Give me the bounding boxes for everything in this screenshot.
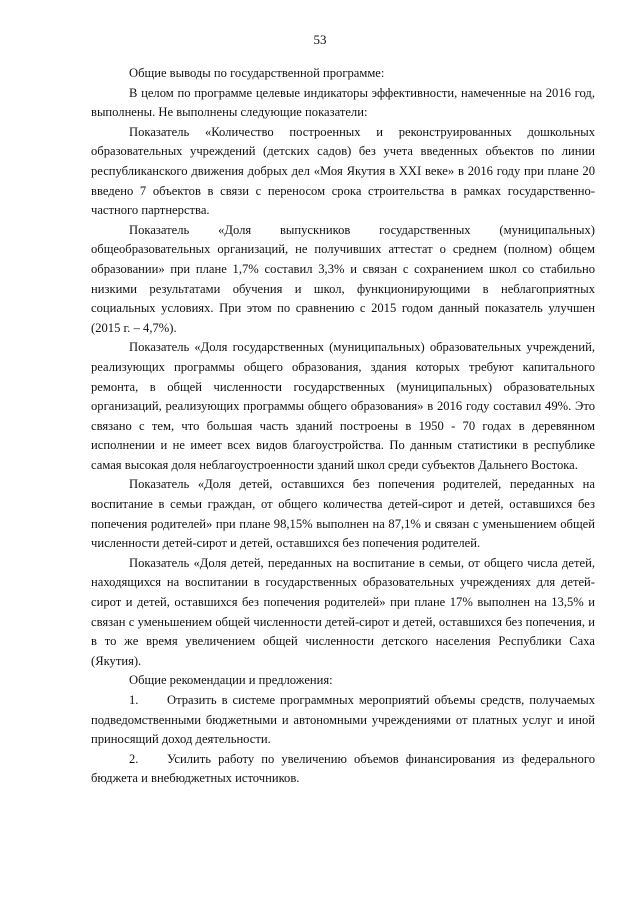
paragraph-indicator-foster-families: Показатель «Доля детей, оставшихся без попечения родителей, переданных на воспитание в семьи граждан, от общего количества детей-сирот и детей, оставшихся без попечения родителей» при плане 98,15% выполнен на 87,1% и связан с уменьшением общей численности детей-сирот и детей, оставшихся без попечения родителей. (91, 477, 595, 551)
recommendation-text: Отразить в системе программных мероприятий объемы средств, получаемых подведомственными бюджетными и автономными учреждениями от платных услуг и иной приносящий доход деятельности. (91, 693, 595, 747)
paragraph-indicator-graduates: Показатель «Доля выпускников государственных (муниципальных) общеобразовательных организаций, не получивших аттестат о среднем (полном) общем образовании» при плане 1,7% составил 3,3% и связан с сохранением школ со стабильно низкими результатами обучения и школ, функционирующими в неблагоприятных социальных условиях. При этом по сравнению с 2015 годом данный показатель улучшен (2015 г. – 4,7%). (91, 222, 595, 335)
paragraph-indicator-orphans-placement: Показатель «Доля детей, переданных на воспитание в семьи, от общего числа детей, находящихся на воспитании в государственных образовательных учреждениях для детей-сирот и детей, оставшихся без попечения родителей» при плане 17% выполнен на 13,5% и связан с уменьшением общей численности детей-сирот и детей, оставшихся без попечения, и в то же время увеличением общей численности детского населения Республики Саха (Якутия). (91, 555, 595, 668)
recommendation-item (91, 750, 595, 789)
document-body (91, 64, 595, 789)
recommendation-item (91, 691, 595, 750)
paragraph-recommendations-heading: Общие рекомендации и предложения: (129, 673, 333, 688)
recommendation-number: 2. (129, 751, 139, 766)
paragraph-conclusions-heading: Общие выводы по государственной программе: (129, 66, 385, 80)
paragraph-overall-results: В целом по программе целевые индикаторы эффективности, намеченные на 2016 год, выполнены. Не выполнены следующие показатели: (91, 85, 595, 120)
recommendation-number: 1. (129, 693, 139, 707)
recommendation-text: Усилить работу по увеличению объемов финансирования из федерального бюджета и внебюджетных источников. (91, 751, 595, 786)
paragraph-indicator-kindergartens: Показатель «Количество построенных и реконструированных дошкольных образовательных учреждений (детских садов) без учета введенных объектов по линии республиканского движения добрых дел «Моя Якутия в XXI веке» в 2016 году при плане 20 введено 7 объектов в связи с переносом срока строительства в рамках государственно-частного партнерства. (91, 124, 595, 218)
page-number: 53 (313, 32, 327, 47)
paragraph-indicator-school-repair: Показатель «Доля государственных (муниципальных) образовательных учреждений, реализующих программы общего образования, здания которых требуют капитального ремонта, в общей численности государственных (муниципальных) образовательных организаций, реализующих программы общего образования» в 2016 году составил 49%. Это связано с тем, что большая часть зданий построены в 1950 - 70 годах в деревянном исполнении и не имеет всех видов благоустройства. По данным статистики в республике самая высокая доля неблагоустроенности зданий школ среди субъектов Дальнего Востока. (91, 340, 595, 472)
